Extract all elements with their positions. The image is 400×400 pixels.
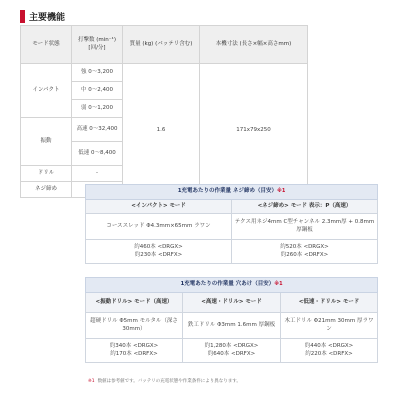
box2-col2-result-a: 約1,280本 <DRGX> — [204, 343, 259, 350]
box2-title — [86, 278, 378, 293]
box1-col2-result — [232, 240, 378, 264]
box1-col1-result — [86, 240, 232, 264]
header-mode: モード状態 — [21, 26, 72, 64]
box1-col2-result-a: 約520本 <DRGX> — [280, 244, 329, 251]
box2-title-text: 1充電あたりの作業量 穴あけ（目安） — [180, 281, 275, 288]
box1-title — [86, 185, 378, 200]
box1-desc-row — [86, 214, 378, 240]
box2-col2-result-b: 約640本 <DRFX> — [207, 350, 256, 357]
box1-title-text: 1充電あたりの作業量 ネジ締め（目安） — [177, 188, 277, 195]
spec-header-row — [21, 26, 308, 64]
box2-col1-header: <振動ドリル> モード（高速） — [86, 293, 183, 313]
box2-note-mark: ※1 — [274, 281, 283, 288]
box2-col3-result-b: 約220本 <DRFX> — [305, 350, 353, 357]
impact-weak: 弱 0～1,200 — [72, 100, 123, 118]
drill-value: - — [72, 166, 123, 182]
footnote-text: 数値は参考値です。バッテリの充電状態や作業条件により異なります。 — [97, 379, 241, 384]
hammer-low: 低速 0～8,400 — [72, 142, 123, 166]
footnote — [88, 378, 383, 384]
weight-value: 1.6 — [123, 64, 200, 198]
dims-value: 171x79x250 — [200, 64, 308, 198]
box2-col3-result — [281, 339, 378, 363]
box2-col2-header: <高速・ドリル> モード — [183, 293, 281, 313]
box2-title-row — [86, 278, 378, 293]
box1-col2-desc: テクス用ネジ4mm C型チャンネル 2.3mm厚 + 0.8mm厚鋼板 — [232, 214, 378, 240]
box1-col1-result-a: 約460本 <DRGX> — [134, 244, 183, 251]
box1-col2-header: <ネジ締め> モード 表示：P（高速） — [232, 200, 378, 214]
box2-col3-desc: 木工ドリル Φ21mm 30mm 厚ラワン — [281, 313, 378, 339]
box2-col1-result-b: 約170本 <DRFX> — [110, 350, 158, 357]
box2-col1-desc: 超硬ドリル Φ5mm モルタル（深さ30mm） — [86, 313, 183, 339]
drilling-workload-table — [85, 277, 378, 363]
box2-header-row — [86, 293, 378, 313]
box2-col2-result — [183, 339, 281, 363]
box2-col3-header: <低速・ドリル> モード — [281, 293, 378, 313]
screw-workload-table — [85, 184, 378, 264]
section-title — [20, 9, 65, 23]
box1-col1-desc: コーススレッド Φ4.3mm×65mm ラワン — [86, 214, 232, 240]
box2-col2-desc: 鉄工ドリル Φ3mm 1.6mm 厚鋼板 — [183, 313, 281, 339]
spec-table — [20, 25, 308, 198]
mode-hammer: 振動 — [21, 118, 72, 166]
box1-col1-header: <インパクト> モード — [86, 200, 232, 214]
impact-strong: 強 0～3,200 — [72, 64, 123, 82]
impact-medium: 中 0～2,400 — [72, 82, 123, 100]
header-dims: 本機寸法 (長さ×幅×高さmm) — [200, 26, 308, 64]
box1-header-row — [86, 200, 378, 214]
footnote-mark: ※1 — [88, 379, 95, 384]
box1-col1-result-b: 約230本 <DRFX> — [134, 251, 183, 258]
box2-col3-result-a: 約440本 <DRGX> — [304, 343, 354, 350]
mode-drill: ドリル — [21, 166, 72, 182]
mode-screw: ネジ締め — [21, 182, 72, 198]
box1-result-row — [86, 240, 378, 264]
header-blows: 打撃数 (min⁻¹) [回/分] — [72, 26, 123, 64]
box1-title-row — [86, 185, 378, 200]
hammer-high: 高速 0～32,400 — [72, 118, 123, 142]
spec-row — [21, 64, 308, 82]
mode-impact: インパクト — [21, 64, 72, 118]
title-accent-bar — [20, 10, 25, 23]
header-weight: 質量 (kg) (バッテリ含む) — [123, 26, 200, 64]
box1-col2-result-b: 約260本 <DRFX> — [280, 251, 329, 258]
section-title-text: 主要機能 — [29, 12, 66, 23]
box2-result-row — [86, 339, 378, 363]
box2-col1-result-a: 約340本 <DRGX> — [109, 343, 159, 350]
box2-col1-result — [86, 339, 183, 363]
box2-desc-row — [86, 313, 378, 339]
box1-note-mark: ※1 — [276, 188, 286, 195]
